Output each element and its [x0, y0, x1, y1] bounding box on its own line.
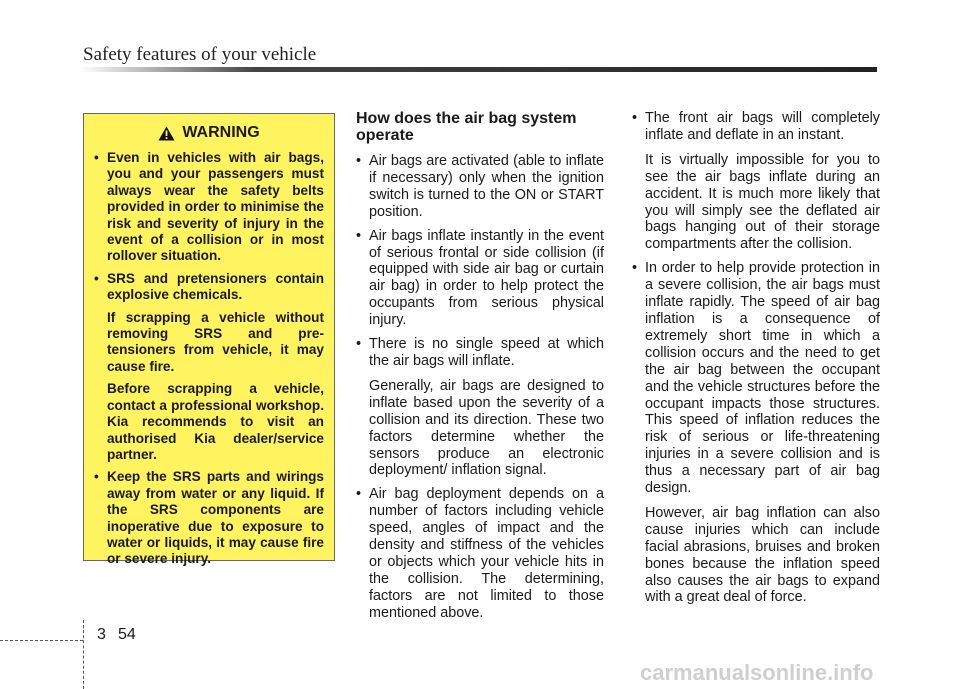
- warning-paragraph: Keep the SRS parts and wirings away from water or any liquid. If the SRS components are inoperative due to exposure to water or liquids, it may cause fire or severe injury.: [107, 469, 324, 567]
- warning-header: [94, 124, 324, 142]
- middle-column: [356, 110, 604, 629]
- page-header-title: Safety features of your vehicle: [83, 44, 317, 65]
- warning-paragraph: SRS and pretensioners contain explosive chemicals.: [107, 270, 324, 303]
- footer-divider-vertical: [83, 620, 84, 689]
- paragraph: Air bags are activated (able to inflate if necessary) only when the ignition switch is turned to the ON or START position.: [369, 153, 604, 220]
- page-number: 54: [118, 626, 136, 643]
- footer-divider-horizontal: [0, 640, 83, 641]
- warning-paragraph: If scrapping a vehicle without removing SRS and pre-tensioners from vehicle, it may cause fire.: [107, 309, 324, 374]
- list-item: [632, 260, 880, 606]
- chapter-number: 3: [97, 626, 106, 643]
- watermark: carmanualsonline.info: [640, 660, 874, 685]
- warning-box: [83, 113, 335, 567]
- section-heading: How does the air bag system operate: [356, 110, 577, 144]
- list-item: [356, 153, 604, 221]
- right-column: [632, 110, 880, 613]
- bullet: •: [356, 227, 362, 244]
- paragraph: Air bags inflate instantly in the event of serious frontal or side collision (if equipped with side air bag or curtain air bag) in order to help protect the occupants from serious physical injury.: [369, 227, 604, 329]
- warning-paragraph: Before scrapping a vehicle, contact a professional workshop. Kia recommends to visit an authorised Kia dealer/service partner.: [107, 381, 324, 462]
- bullet: •: [632, 110, 638, 126]
- bullet: •: [356, 486, 362, 503]
- paragraph: However, air bag inflation can also cause injuries which can include facial abrasions, bruises and broken bones because the inflation speed also causes the air bags to expand with a great deal of force.: [645, 504, 880, 606]
- warning-title: WARNING: [182, 124, 260, 141]
- bullet: •: [356, 153, 362, 169]
- bullet: •: [94, 469, 99, 485]
- paragraph: Air bag deployment depends on a number of factors including vehicle speed, angles of impact and the density and stiffness of the vehicles or objects which your vehicle hits in the collision. The determining, factors are not limited to those mentioned above.: [369, 486, 604, 621]
- paragraph: In order to help provide protection in a severe collision, the air bags must inflate rapidly. The speed of air bag inflation is a consequence of extremely short time in which a collision occurs and the need to get the air bag between the occupant and the vehicle structures before the occupant impacts those structures. This speed of inflation reduces the risk of serious or life-threatening injuries in a severe collision and is thus a necessary part of air bag design.: [645, 260, 880, 497]
- bullet: •: [356, 336, 362, 353]
- bullet: •: [94, 270, 99, 286]
- paragraph: It is virtually impossible for you to see the air bags inflate during an accident. It is much more likely that you will simply see the deflated air bags hanging out of their storage compartments after the collision.: [645, 151, 880, 253]
- list-item: [356, 228, 604, 329]
- paragraph: Generally, air bags are designed to inflate based upon the severity of a collision and its direction. These two factors determine whether the sensors produce an electronic deployment/ inflation signal.: [369, 377, 604, 479]
- bullet: •: [632, 260, 638, 277]
- warning-triangle-icon: [158, 126, 175, 141]
- warning-paragraph: Even in vehicles with air bags, you and your passengers must always wear the safety belts provided in order to minimise the risk and severity of injury in the event of a collision or in most rollover situation.: [107, 150, 324, 264]
- paragraph: There is no single speed at which the air bags will inflate.: [369, 336, 604, 369]
- warning-item: [94, 469, 324, 567]
- list-item: [356, 486, 604, 621]
- list-item: [632, 110, 880, 253]
- warning-item: [94, 150, 324, 265]
- header-rule: [80, 67, 877, 72]
- list-item: [356, 336, 604, 479]
- warning-item: [94, 271, 324, 463]
- bullet: •: [94, 150, 99, 165]
- paragraph: The front air bags will completely inflate and deflate in an instant.: [645, 110, 880, 143]
